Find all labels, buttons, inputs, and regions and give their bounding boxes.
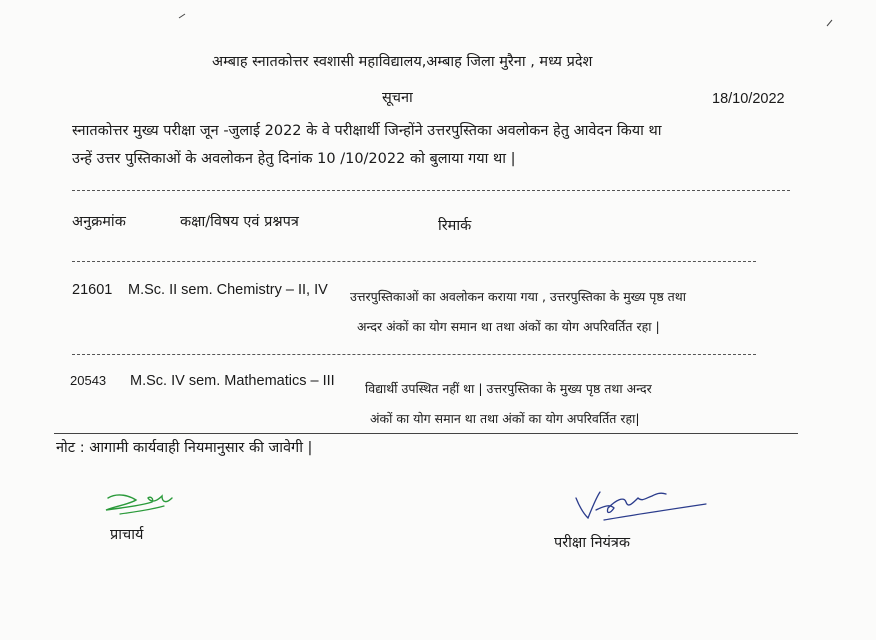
- row-remark-line-2: अन्दर अंकों का योग समान था तथा अंकों का योग अपरिवर्तित रहा |: [357, 319, 660, 334]
- body-line-2: उन्हें उत्तर पुस्तिकाओं के अवलोकन हेतु दिनांक 10 /10/2022 को बुलाया गया था |: [72, 151, 516, 167]
- row-roll-number: 21601: [72, 282, 113, 298]
- institution-title: अम्बाह स्नातकोत्तर स्वशासी महाविद्यालय,अम्बाह जिला मुरैना , मध्य प्रदेश: [212, 54, 593, 70]
- notice-date: 18/10/2022: [712, 91, 785, 107]
- row-subject: M.Sc. II sem. Chemistry – II, IV: [128, 282, 328, 298]
- divider: [72, 190, 790, 191]
- row-remark-line-1: विद्यार्थी उपस्थित नहीं था | उत्तरपुस्तिका के मुख्य पृष्ठ तथा अन्दर: [365, 381, 652, 396]
- principal-signature: [100, 486, 190, 524]
- ink-tick-mark: [178, 4, 186, 10]
- row-roll-number: 20543: [70, 373, 107, 388]
- header-serial: अनुक्रमांक: [72, 214, 126, 230]
- header-subject: कक्षा/विषय एवं प्रश्नपत्र: [180, 214, 299, 230]
- row-subject: M.Sc. IV sem. Mathematics – III: [130, 373, 335, 389]
- notice-label: सूचना: [382, 90, 413, 106]
- ink-tick-mark: [826, 12, 834, 20]
- row-remark-line-2: अंकों का योग समान था तथा अंकों का योग अपरिवर्तित रहा|: [370, 411, 640, 426]
- divider: [72, 354, 756, 355]
- body-line-1: स्नातकोत्तर मुख्य परीक्षा जून -जुलाई 2022 के वे परीक्षार्थी जिन्होंने उत्तरपुस्तिका अवलोकन हेतु आवेदन किया था: [72, 123, 662, 139]
- divider: [72, 261, 756, 262]
- principal-label: प्राचार्य: [110, 527, 144, 543]
- header-remark: रिमार्क: [438, 218, 472, 234]
- note-text: नोट : आगामी कार्यवाही नियमानुसार की जावेगी |: [56, 440, 313, 456]
- controller-label: परीक्षा नियंत्रक: [554, 535, 631, 551]
- row-remark-line-1: उत्तरपुस्तिकाओं का अवलोकन कराया गया , उत्तरपुस्तिका के मुख्य पृष्ठ तथा: [350, 289, 687, 304]
- controller-signature: [566, 484, 716, 528]
- divider: [54, 433, 798, 434]
